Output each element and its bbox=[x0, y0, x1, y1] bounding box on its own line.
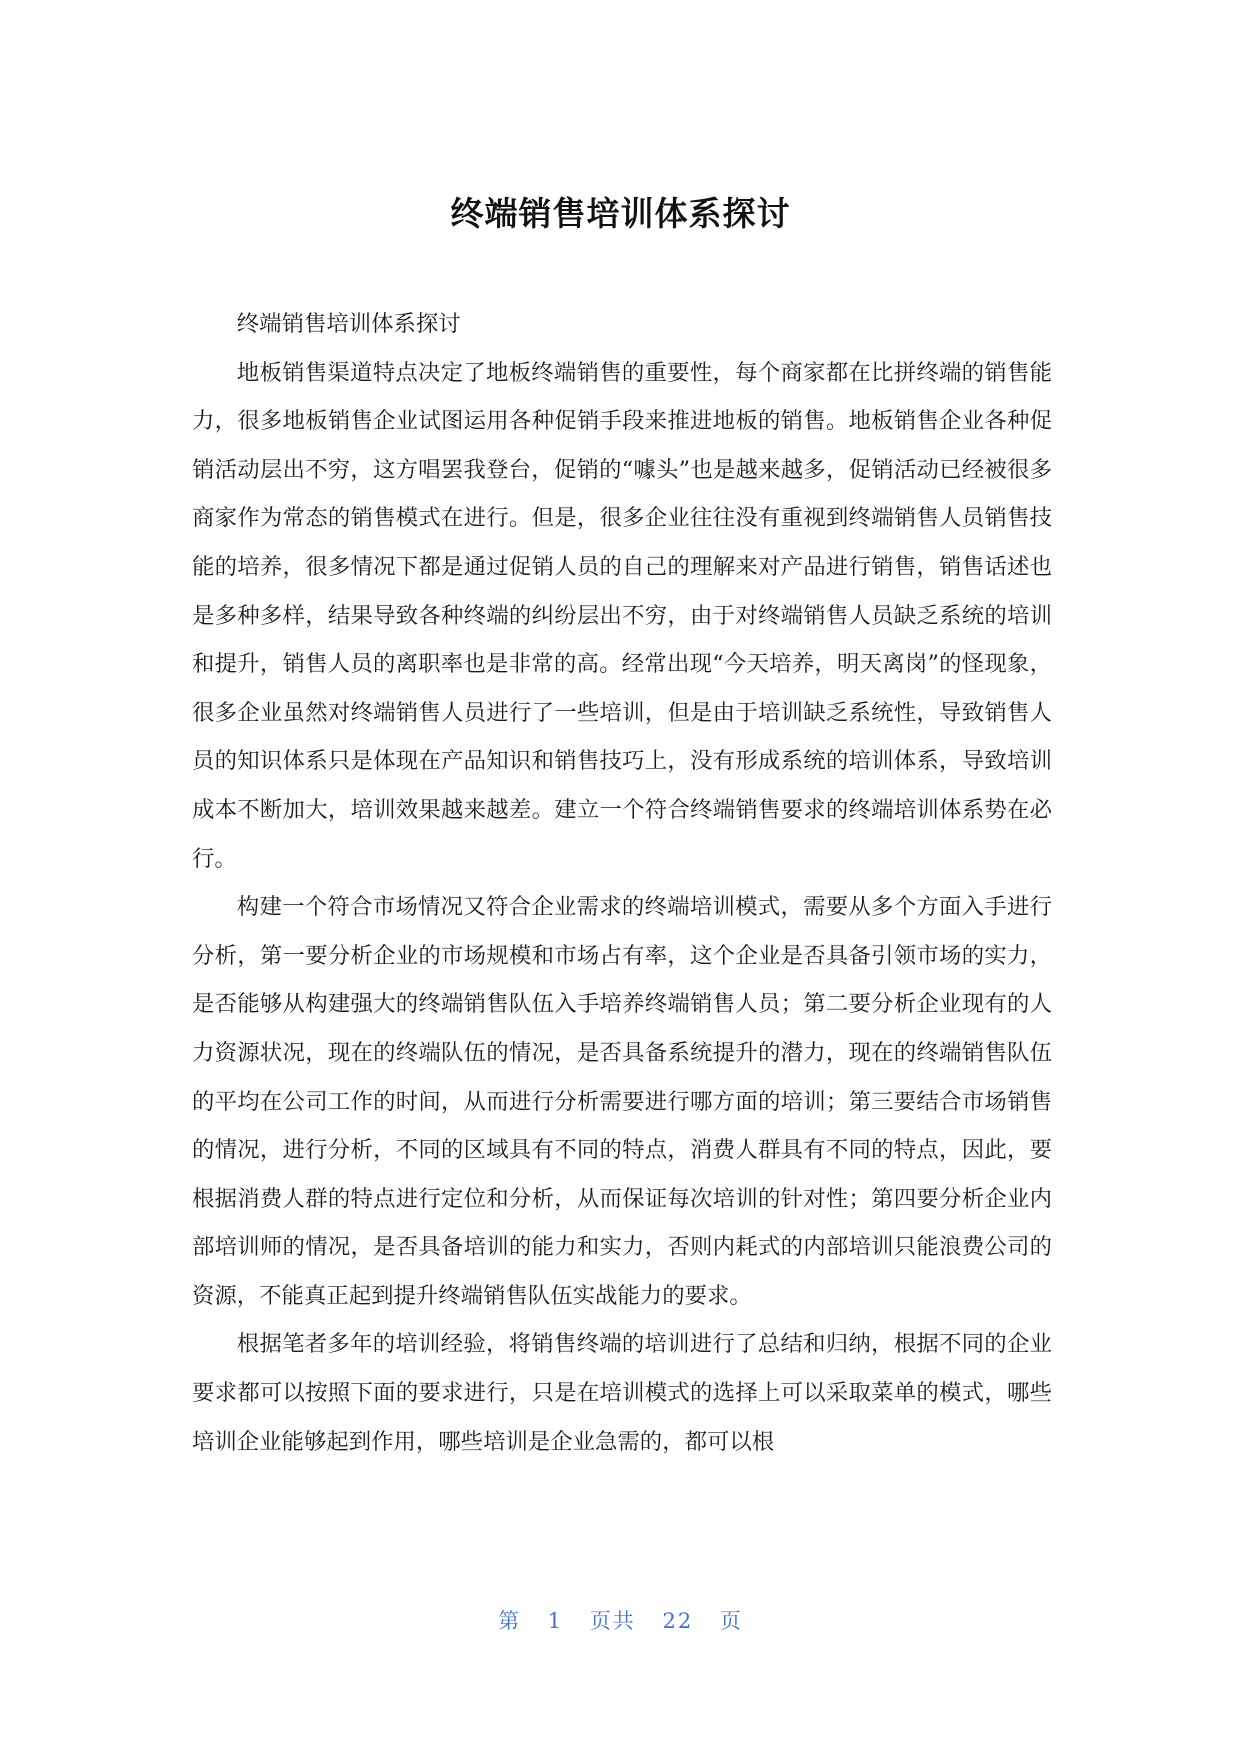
document-title: 终端销售培训体系探讨 bbox=[450, 194, 791, 233]
footer-current-page: 1 bbox=[547, 1609, 564, 1633]
page-footer bbox=[0, 1605, 1241, 1635]
footer-prefix: 第 bbox=[498, 1609, 522, 1633]
footer-middle: 页共 bbox=[589, 1609, 636, 1633]
footer-total-pages: 22 bbox=[662, 1609, 694, 1633]
footer-suffix: 页 bbox=[719, 1609, 743, 1633]
paragraph-2: 构建一个符合市场情况又符合企业需求的终端培训模式，需要从多个方面入手进行分析，第一要分析企业的市场规模和市场占有率，这个企业是否具备引领市场的实力，是否能够从构建强大的终端销售队伍入手培养终端销售人员；第二要分析企业现有的人力资源状况，现在的终端队伍的情况，是否具备系统提升的潜力，现在的终端销售队伍的平均在公司工作的时间，从而进行分析需要进行哪方面的培训；第三要结合市场销售的情况，进行分析，不同的区域具有不同的特点，消费人群具有不同的特点，因此，要根据消费人群的特点进行定位和分析，从而保证每次培训的针对性；第四要分析企业内部培训师的情况，是否具备培训的能力和实力，否则内耗式的内部培训只能浪费公司的资源，不能真正起到提升终端销售队伍实战能力的要求。 bbox=[192, 894, 1052, 1309]
paragraph-3: 根据笔者多年的培训经验，将销售终端的培训进行了总结和归纳，根据不同的企业要求都可以按照下面的要求进行，只是在培训模式的选择上可以采取菜单的模式，哪些培训企业能够起到作用，哪些培训是企业急需的，都可以根 bbox=[192, 1331, 1052, 1455]
document-body bbox=[192, 300, 1052, 1466]
paragraph-subtitle: 终端销售培训体系探讨 bbox=[236, 311, 461, 337]
paragraph-1: 地板销售渠道特点决定了地板终端销售的重要性，每个商家都在比拼终端的销售能力，很多地板销售企业试图运用各种促销手段来推进地板的销售。地板销售企业各种促销活动层出不穷，这方唱罢我登台，促销的“噱头”也是越来越多，促销活动已经被很多商家作为常态的销售模式在进行。但是，很多企业往往没有重视到终端销售人员销售技能的培养，很多情况下都是通过促销人员的自己的理解来对产品进行销售，销售话述也是多种多样，结果导致各种终端的纠纷层出不穷，由于对终端销售人员缺乏系统的培训和提升，销售人员的离职率也是非常的高。经常出现“今天培养，明天离岗”的怪现象，很多企业虽然对终端销售人员进行了一些培训，但是由于培训缺乏系统性，导致销售人员的知识体系只是体现在产品知识和销售技巧上，没有形成系统的培训体系，导致培训成本不断加大，培训效果越来越差。建立一个符合终端销售要求的终端培训体系势在必行。 bbox=[192, 359, 1052, 872]
